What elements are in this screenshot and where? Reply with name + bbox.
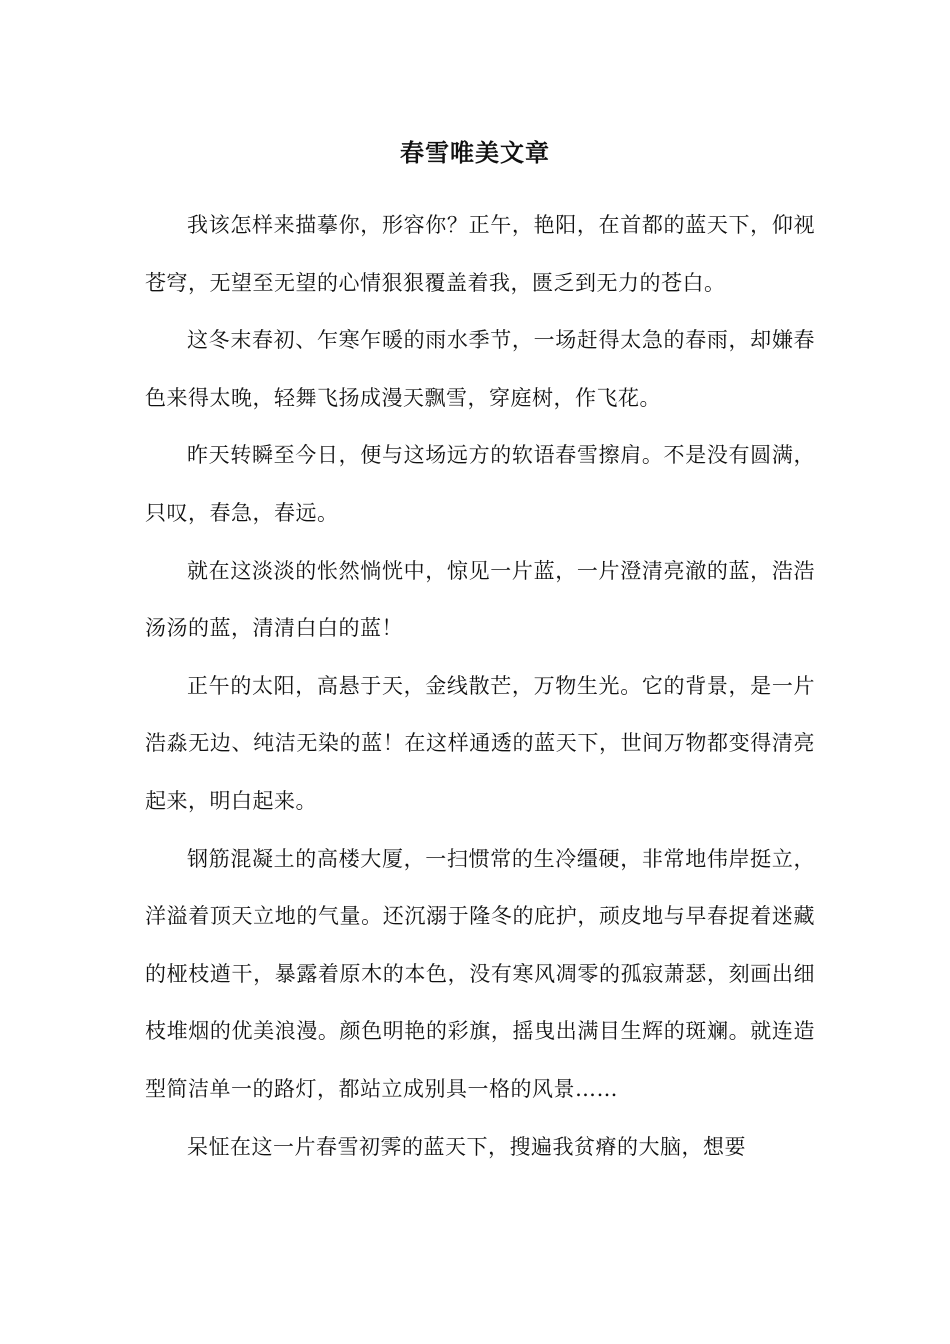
document-title: 春雪唯美文章	[400, 138, 550, 167]
document-body	[145, 197, 815, 1176]
paragraph: 这冬末春初、乍寒乍暖的雨水季节，一场赶得太急的春雨，却嫌春色来得太晚，轻舞飞扬成漫天飘雪，穿庭树，作飞花。	[145, 328, 815, 410]
paragraph: 昨天转瞬至今日，便与这场远方的软语春雪擦肩。不是没有圆满，只叹，春急，春远。	[145, 443, 815, 525]
paragraph: 钢筋混凝土的高楼大厦，一扫惯常的生冷缰硬，非常地伟岸挺立，洋溢着顶天立地的气量。还沉溺于隆冬的庇护，顽皮地与早春捉着迷藏的桠枝遒干，暴露着原木的本色，没有寒风凋零的孤寂萧瑟，刻画出细枝堆烟的优美浪漫。颜色明艳的彩旗，摇曳出满目生辉的斑斓。就连造型简洁单一的路灯，都站立成别具一格的风景……	[145, 846, 815, 1101]
paragraph: 我该怎样来描摹你，形容你？正午，艳阳，在首都的蓝天下，仰视苍穹，无望至无望的心情狠狠覆盖着我，匮乏到无力的苍白。	[145, 213, 815, 295]
paragraph: 就在这淡淡的怅然惝恍中，惊见一片蓝，一片澄清亮澈的蓝，浩浩汤汤的蓝，清清白白的蓝！	[145, 558, 815, 641]
paragraph: 正午的太阳，高悬于天，金线散芒，万物生光。它的背景，是一片浩淼无边、纯洁无染的蓝！在这样通透的蓝天下，世间万物都变得清亮起来，明白起来。	[145, 673, 815, 813]
paragraph: 呆怔在这一片春雪初霁的蓝天下，搜遍我贫瘠的大脑，想要	[187, 1134, 746, 1159]
